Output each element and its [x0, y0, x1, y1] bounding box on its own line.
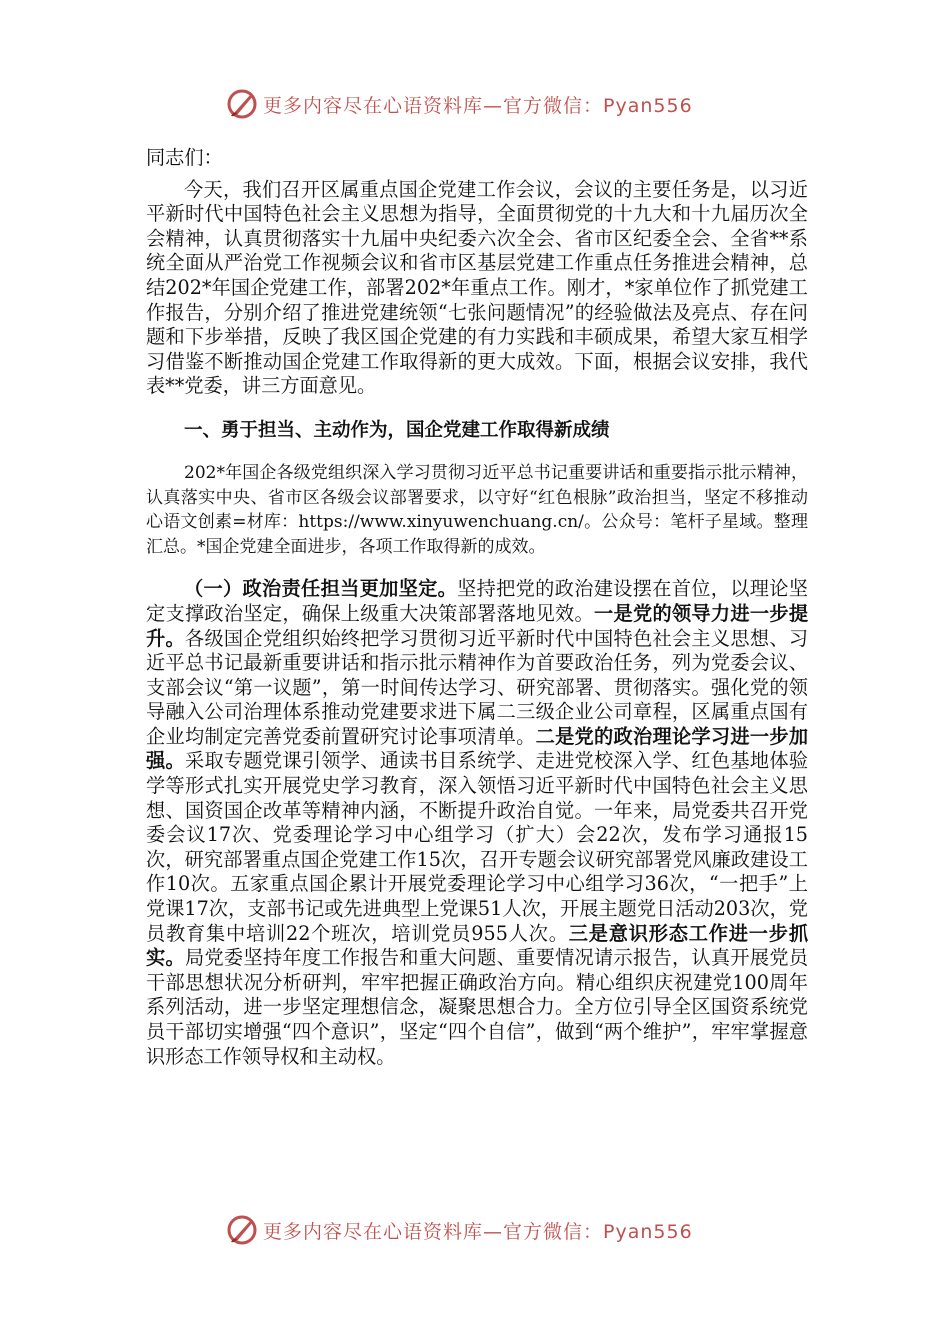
greeting: 同志们： [146, 146, 223, 169]
header-banner-text: 更多内容尽在心语资料库—官方微信：Pyan556 [263, 94, 693, 117]
section-1-intro: 坚持把党的政治建设摆在首位，以理论坚定支撑政治坚定，确保上级重大决策部署落地见效。 [146, 577, 808, 625]
section-1-paragraph [146, 577, 808, 1069]
brush-logo-icon [225, 87, 259, 121]
point-1-text: 各级国企党组织始终把学习贯彻习近平新时代中国特色社会主义思想、习近平总书记最新重要讲话和指示批示精神作为首要政治任务，列为党委会议、支部会议“第一议题”，第一时间传达学习、研究部署、贯彻落实。强化党的领导融入公司治理体系推动党建要求进下属二三级企业公司章程，区属重点国有企业均制定完善党委前置研究讨论事项清单。 [146, 626, 809, 748]
section-heading-1: 一、勇于担当、主动作为，国企党建工作取得新成绩 [184, 419, 610, 441]
header-banner [225, 86, 745, 122]
summary-paragraph: 202*年国企各级党组织深入学习贯彻习近平总书记重要讲话和重要指示批示精神，认真落实中央、省市区各级会议部署要求，以守好“红色根脉”政治担当，坚定不移推动心语文创素=材库：https://www.xinyuwenchuang.cn/。公众号：笔杆子星域。整理汇总。*国企党建全面进步，各项工作取得新的成效。 [146, 462, 808, 557]
point-3-title: 三是意识形态工作进一步抓实。 [146, 921, 809, 970]
brush-logo-icon [225, 1213, 259, 1247]
point-1-title: 一是党的领导力进一步提升。 [146, 601, 809, 650]
document-body [146, 146, 808, 1069]
footer-banner-text: 更多内容尽在心语资料库—官方微信：Pyan556 [263, 1220, 693, 1243]
footer-banner [225, 1212, 745, 1248]
section-1-title: （一）政治责任担当更加坚定。 [184, 577, 458, 601]
point-2-text: 采取专题党课引领学、通读书目系统学、走进党校深入学、红色基地体验学等形式扎实开展党史学习教育，深入领悟习近平新时代中国特色社会主义思想、国资国企改革等精神内涵，不断提升政治自觉。一年来，局党委共召开党委会议17次、党委理论学习中心组学习（扩大）会22次，发布学习通报15次，研究部署重点国企党建工作15次，召开专题会议研究部署党风廉政建设工作10次。五家重点国企累计开展党委理论学习中心组学习36次，“一把手”上党课17次，支部书记或先进典型上党课51人次，开展主题党日活动203次，党员教育集中培训22个班次，培训党员955人次。 [146, 749, 809, 945]
intro-paragraph: 今天，我们召开区属重点国企党建工作会议，会议的主要任务是，以习近平新时代中国特色社会主义思想为指导，全面贯彻党的十九大和十九届历次全会精神，认真贯彻落实十九届中央纪委六次全会、省市区纪委全会、全省**系统全面从严治党工作视频会议和省市区基层党建工作重点任务推进会精神，总结202*年国企党建工作，部署202*年重点工作。刚才，*家单位作了抓党建工作报告，分别介绍了推进党建统领“七张问题情况”的经验做法及亮点、存在问题和下步举措，反映了我区国企党建的有力实践和丰硕成果，希望大家互相学习借鉴不断推动国企党建工作取得新的更大成效。下面，根据会议安排，我代表**党委，讲三方面意见。 [146, 177, 808, 398]
point-3-text: 局党委坚持年度工作报告和重大问题、重要情况请示报告，认真开展党员干部思想状况分析研判，牢牢把握正确政治方向。精心组织庆祝建党100周年系列活动，进一步坚定理想信念，凝聚思想合力。全方位引导全区国资系统党员干部切实增强“四个意识”，坚定“四个自信”，做到“两个维护”，牢牢掌握意识形态工作领导权和主动权。 [146, 946, 809, 1068]
point-2-title: 二是党的政治理论学习进一步加强。 [146, 724, 809, 773]
